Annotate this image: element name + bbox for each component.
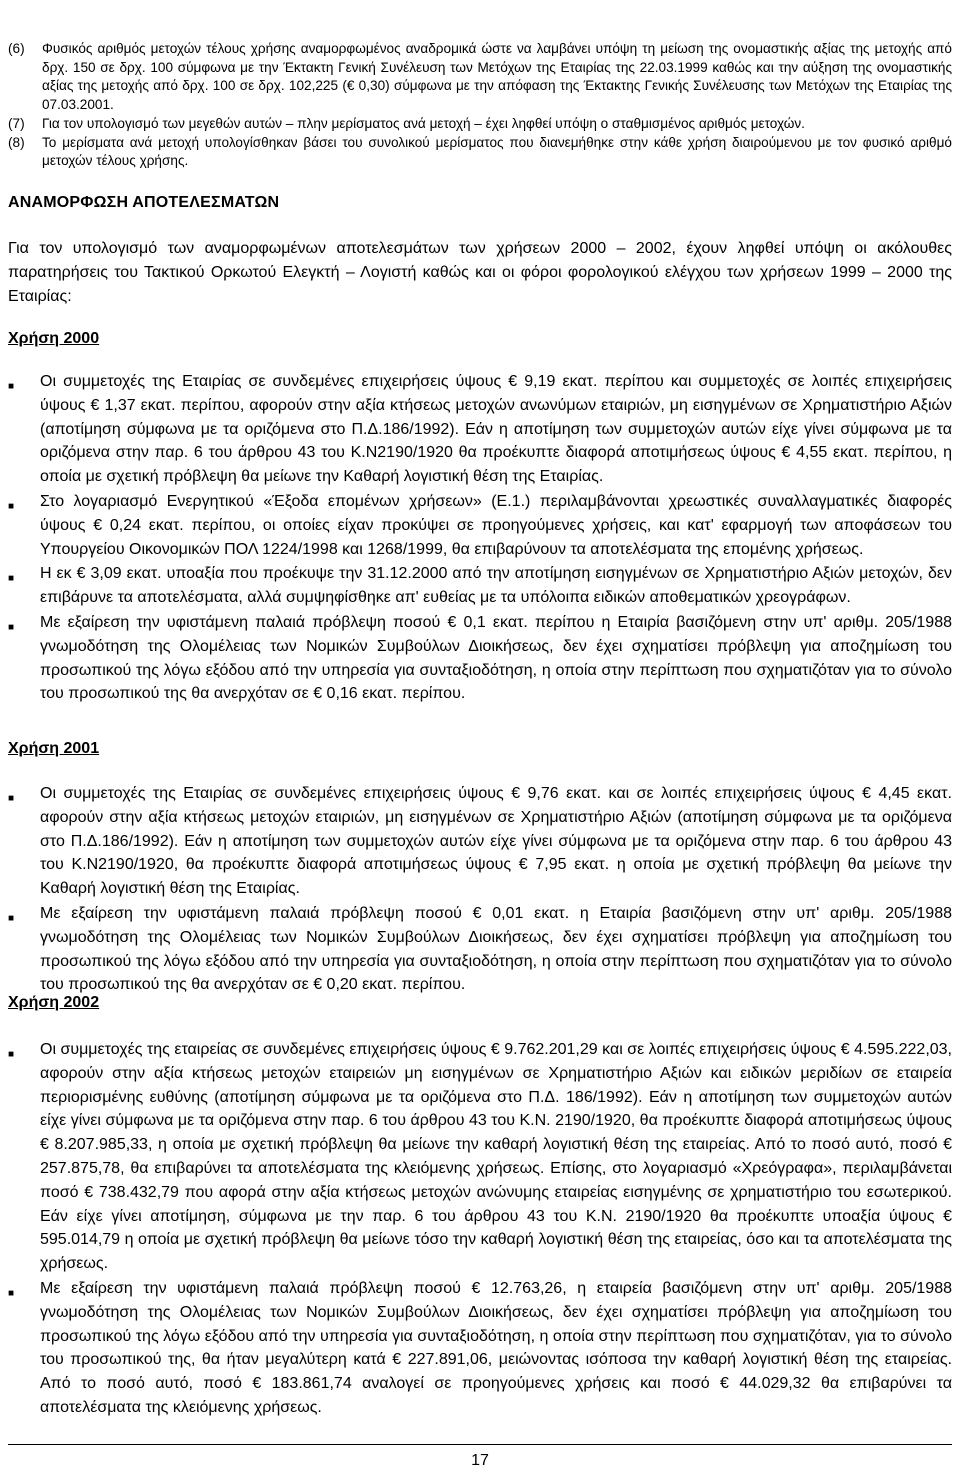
list-item [8, 490, 952, 561]
list-item [8, 902, 952, 997]
bullet-icon: ■ [8, 573, 15, 585]
bullet-icon: ■ [8, 912, 15, 924]
bullet-icon: ■ [8, 793, 15, 804]
list-item [8, 1277, 952, 1420]
intro-paragraph: Για τον υπολογισμό των αναμορφωμένων αποτελεσμάτων των χρήσεων 2000 – 2002, έχουν ληφθεί υπόψη οι ακόλουθες παρατηρήσεις του Τακτικού Ορκωτού Ελεγκτή – Λογιστή καθώς και οι φόροι φορολογικού ελέγχου των χρήσεων 1999 – 2000 της Εταιρίας: [8, 240, 952, 305]
footnote-number: (6) [8, 41, 25, 56]
list-item-text: Η εκ € 3,09 εκατ. υποαξία που προέκυψε την 31.12.2000 από την αποτίμηση εισηγμένων σε Χρηματιστήριο Αξιών μετοχών, δεν επιβάρυνε τα αποτελέσματα, αλλά συμψηφίσθηκε απ' ευθείας με τα υπόλοιπα ειδικών αποθεματικών χρεογράφων. [40, 565, 952, 607]
bullet-icon: ■ [8, 381, 15, 392]
footnote-text: Φυσικός αριθμός μετοχών τέλους χρήσης αναμορφωμένος αναδρομικά ώστε να λαμβάνει υπόψη τη μείωση της ονομαστικής αξίας της μετοχής από δρχ. 150 σε δρχ. 100 σύμφωνα με την Έκτακτη Γενική Συνέλευση των Μετόχων της Εταιρίας της 22.03.1999 καθώς και την αύξηση της ονομαστικής αξίας της μετοχής από δρχ. 100 σε δρχ. 102,225 (€ 0,30) σύμφωνα με την απόφαση της Έκτακτης Γενικής Συνέλευσης των Μετόχων της Εταιρίας της 07.03.2001. [42, 41, 952, 113]
footnote-number: (8) [8, 134, 25, 150]
footnote-number: (7) [8, 115, 25, 131]
page-number: 17 [471, 1452, 489, 1469]
bullet-icon: ■ [8, 1287, 15, 1299]
list-item-text: Με εξαίρεση την υφιστάμενη παλαιά πρόβλεψη ποσού € 12.763,26, η εταιρεία βασιζόμενη στην υπ' αριθμ. 205/1988 γνωμοδότηση της Ολομέλειας των Νομικών Συμβούλων Διοικήσεως, δεν έχει σχηματίσει πρόβλεψη για αποζημίωση του προσωπικού της λόγω εξόδου από την υπηρεσία για συνταξιοδότηση, η οποία στην περίπτωση που σχηματιζόταν, για το σύνολο του προσωπικού της, θα ήταν μεγαλύτερη κατά € 227.891,06, μειώνοντας ισόποσα την καθαρή λογιστική θέση της εταιρείας. Από το ποσό αυτό, ποσό € 183.861,74 αναλογεί σε προηγούμενες χρήσεις και ποσό € 44.029,32 θα επιβαρύνει τα αποτελέσματα της κλειόμενης χρήσεως. [40, 1279, 952, 1416]
footnote [8, 40, 952, 115]
footnote-text: Για τον υπολογισμό των μεγεθών αυτών – πλην μερίσματος ανά μετοχή – έχει ληφθεί υπόψη ο σταθμισμένος αριθμός μετοχών. [42, 115, 805, 131]
footnote-text: Το μερίσματα ανά μετοχή υπολογίσθηκαν βάσει του συνολικού μερίσματος που διανεμήθηκε στην κάθε χρήση διαιρούμενου με τον φυσικό αριθμό μετοχών τέλους χρήσης. [42, 134, 952, 169]
section-title: ΑΝΑΜΟΡΦΩΣΗ ΑΠΟΤΕΛΕΣΜΑΤΩΝ [8, 194, 280, 211]
list-item [8, 1038, 952, 1276]
list-item [8, 611, 952, 706]
bullet-icon: ■ [8, 1049, 15, 1060]
list-item [8, 370, 952, 489]
list-item [8, 782, 952, 901]
list-item-text: Οι συμμετοχές της Εταιρίας σε συνδεμένες επιχειρήσεις ύψους € 9,76 εκατ. και σε λοιπές επιχειρήσεις ύψους € 4,45 εκατ. αφορούν στην αξία κτήσεως μετοχών εταιριών, μη εισηγμένων σε Χρηματιστήριο Αξιών (αποτίμηση σύμφωνα με τα οριζόμενα στο Π.Δ.186/1992). Εάν η αποτίμηση των συμμετοχών αυτών είχε γίνει σύμφωνα με τα οριζόμενα στην παρ. 6 του άρθρου 43 του Κ.Ν2190/1920, θα προέκυπτε διαφορά αποτιμήσεως ύψους € 7,95 εκατ. η οποία με σχετική πρόβλεψη θα μείωνε την Καθαρή λογιστική θέση της Εταιρίας. [40, 785, 952, 898]
list-item-text: Στο λογαριασμό Ενεργητικού «Έξοδα επομένων χρήσεων» (Ε.1.) περιλαμβάνονται χρεωστικές συναλλαγματικές διαφορές ύψους € 0,24 εκατ. περίπου, οι οποίες είχαν προκύψει σε προηγούμενες χρήσεις, και κατ' εφαρμογή των αποφάσεων του Υπουργείου Οικονομικών ΠΟΛ 1224/1998 και 1268/1999, θα επιβαρύνουν τα αποτελέσματα της επομένης χρήσεως. [40, 492, 952, 558]
footnote [8, 115, 952, 134]
list-item-text: Με εξαίρεση την υφιστάμενη παλαιά πρόβλεψη ποσού € 0,1 εκατ. περίπου η Εταιρία βασιζόμενη στην υπ' αριθμ. 205/1988 γνωμοδότηση της Ολομέλειας των Νομικών Συμβούλων Διοικήσεως, δεν έχει σχηματίσει πρόβλεψη για αποζημίωση του προσωπικού της λόγω εξόδου από την υπηρεσία για συνταξιοδότηση, η οποία στην περίπτωση που σχηματιζόταν για το σύνολο του προσωπικού της θα ανερχόταν σε € 0,16 εκατ. περίπου. [40, 613, 952, 703]
list-item-text: Με εξαίρεση την υφιστάμενη παλαιά πρόβλεψη ποσού € 0,01 εκατ. η Εταιρία βασιζόμενη στην υπ' αριθμ. 205/1988 γνωμοδότηση της Ολομέλειας των Νομικών Συμβούλων Διοικήσεως, δεν έχει σχηματίσει πρόβλεψη για αποζημίωση του προσωπικού της λόγω εξόδου από την υπηρεσία για συνταξιοδότηση, η οποία στην περίπτωση που σχηματιζόταν για το σύνολο του προσωπικού της θα ανερχόταν σε € 0,20 εκατ. περίπου. [40, 904, 952, 994]
year-2002-heading: Χρήση 2002 [8, 994, 100, 1011]
year-2001-heading: Χρήση 2001 [8, 740, 100, 757]
footnote [8, 134, 952, 171]
year-2001-list [8, 782, 952, 998]
list-item-text: Οι συμμετοχές της εταιρείας σε συνδεμένες επιχειρήσεις ύψους € 9.762.201,29 και σε λοιπές επιχειρήσεις ύψους € 4.595.222,03, αφορούν στην αξία κτήσεως μετοχών εταιρειών μη εισηγμένων σε Χρηματιστήριο Αξιών και ειδικών μεριδίων σε εταιρεία περιορισμένης ευθύνης (αποτίμηση σύμφωνα με τα οριζόμενα στο Π.Δ. 186/1992). Εάν η αποτίμηση των συμμετοχών αυτών είχε γίνει σύμφωνα με τα οριζόμενα στην παρ. 6 του άρθρου 43 του Κ.Ν. 2190/1920, θα προέκυπτε διαφορά αποτιμήσεως ύψους € 8.207.985,33, η οποία με σχετική πρόβλεψη θα μείωνε την καθαρή λογιστική θέση της εταιρείας. Από το ποσό αυτό, ποσό € 257.875,78, θα επιβαρύνει τα αποτελέσματα της κλειόμενης χρήσεως. Επίσης, στο λογαριασμό «Χρεόγραφα», περιλαμβάνεται ποσό € 738.432,79 που αφορά στην αξία κτήσεως μετοχών ανώνυμης εταιρείας εισηγμένης σε χρηματιστήριο του εσωτερικού. Εάν είχε γίνει αποτίμηση, σύμφωνα με την παρ. 6 του άρθρου 43 του Κ.Ν. 2190/1920 θα προέκυπτε υποαξία ύψους € 595.014,79 η οποία με σχετική πρόβλεψη θα μείωνε τόσο την καθαρή λογιστική θέση της εταιρείας, όσο και τα αποτελέσματα της χρήσεως. [40, 1041, 952, 1273]
footnotes [8, 40, 952, 171]
footer-divider [8, 1444, 952, 1445]
bullet-icon: ■ [8, 500, 15, 512]
bullet-icon: ■ [8, 621, 15, 633]
year-2000-list [8, 370, 952, 707]
list-item-text: Οι συμμετοχές της Εταιρίας σε συνδεμένες επιχειρήσεις ύψους € 9,19 εκατ. περίπου και συμμετοχές σε λοιπές επιχειρήσεις ύψους € 1,37 εκατ. περίπου, αφορούν στην αξία κτήσεως μετοχών ανωνύμων εταιριών, μη εισηγμένων σε Χρηματιστήριο Αξιών (αποτίμηση σύμφωνα με τα οριζόμενα στο Π.Δ.186/1992). Εάν η αποτίμηση των συμμετοχών αυτών είχε γίνει σύμφωνα με τα οριζόμενα στην παρ. 6 του άρθρου 43 του Κ.Ν2190/1920 θα προέκυπτε διαφορά αποτιμήσεως ύψους € 4,55 εκατ. περίπου, η οποία με σχετική πρόβλεψη θα μείωνε την Καθαρή λογιστική θέση της Εταιρίας. [40, 373, 952, 486]
list-item [8, 562, 952, 610]
year-2002-list [8, 1038, 952, 1421]
year-2000-heading: Χρήση 2000 [8, 330, 100, 347]
